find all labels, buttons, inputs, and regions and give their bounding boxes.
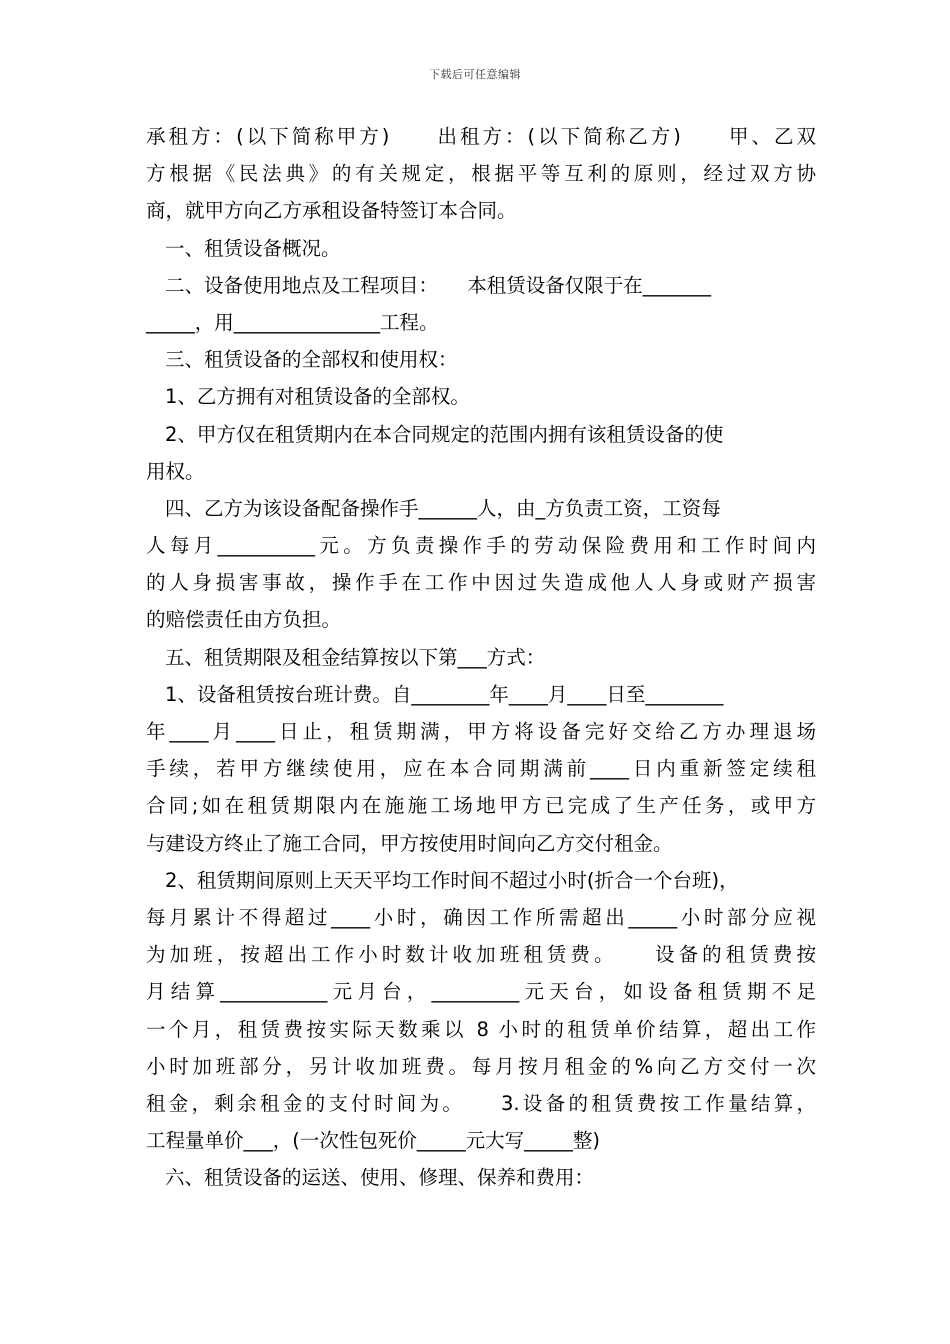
text-line: 2、租赁期间原则上天天平均工作时间不超过小时(折合一个台班)， <box>165 868 739 892</box>
text-line: 手续，若甲方继续使用，应在本合同期满前____日内重新签定续租 <box>146 757 816 781</box>
text-line: 工程量单价___，(一次性包死价_____元大写_____整) <box>146 1129 600 1153</box>
page-header-note: 下载后可任意编辑 <box>429 68 521 81</box>
text-line: 的人身损害事故，操作手在工作中因过失造成他人人身或财产损害 <box>146 571 816 595</box>
text-line: 年____月____日止，租赁期满，甲方将设备完好交给乙方办理退场 <box>146 720 816 743</box>
section-heading: 四、乙方为该设备配备操作手______人，由_方负责工资，工资每 <box>165 496 721 520</box>
text-line: 为加班，按超出工作小时数计收加班租赁费。 设备的租赁费按 <box>146 943 816 967</box>
text-line: 一个月，租赁费按实际天数乘以 8 小时的租赁单价结算，超出工作 <box>146 1017 816 1041</box>
text-line: 人每月__________元。方负责操作手的劳动保险费用和工作时间内 <box>146 534 816 558</box>
text-line: 方根据《民法典》的有关规定，根据平等互利的原则，经过双方协 <box>146 162 816 186</box>
text-line: 租金，剩余租金的支付时间为。 3.设备的租赁费按工作量结算， <box>146 1091 816 1115</box>
text-line: 与建设方终止了施工合同，甲方按使用时间向乙方交付租金。 <box>146 831 673 855</box>
text-line: 每月累计不得超过____小时，确因工作所需超出_____小时部分应视 <box>146 905 816 929</box>
section-heading: 二、设备使用地点及工程项目： 本租赁设备仅限于在_______ <box>165 273 712 297</box>
text-line: 用权。 <box>146 459 205 483</box>
section-heading: 五、租赁期限及租金结算按以下第___方式： <box>165 645 546 669</box>
section-heading: 一、租赁设备概况。 <box>165 236 341 260</box>
contract-body <box>146 118 816 1196</box>
text-line: 月结算___________元月台，_________元天台，如设备租赁期不足 <box>146 980 816 1004</box>
text-line: 小时加班部分，另计收加班费。每月按月租金的%向乙方交付一次 <box>146 1054 816 1078</box>
text-line: 1、设备租赁按台班计费。自________年____月____日至________ <box>165 682 724 706</box>
text-line: 承租方：(以下简称甲方) 出租方：(以下简称乙方) 甲、乙双 <box>146 125 816 148</box>
section-heading: 六、租赁设备的运送、使用、修理、保养和费用： <box>165 1166 595 1190</box>
text-line: 合同;如在租赁期限内在施施工场地甲方已完成了生产任务，或甲方 <box>146 794 816 818</box>
text-line: 商，就甲方向乙方承租设备特签订本合同。 <box>146 199 517 223</box>
text-line: 2、甲方仅在租赁期内在本合同规定的范围内拥有该租赁设备的使 <box>165 422 724 446</box>
text-line: _____，用_______________工程。 <box>146 310 439 334</box>
text-line: 的赔偿责任由方负担。 <box>146 608 342 632</box>
text-line: 1、乙方拥有对租赁设备的全部权。 <box>165 385 470 409</box>
section-heading: 三、租赁设备的全部权和使用权： <box>165 348 458 372</box>
